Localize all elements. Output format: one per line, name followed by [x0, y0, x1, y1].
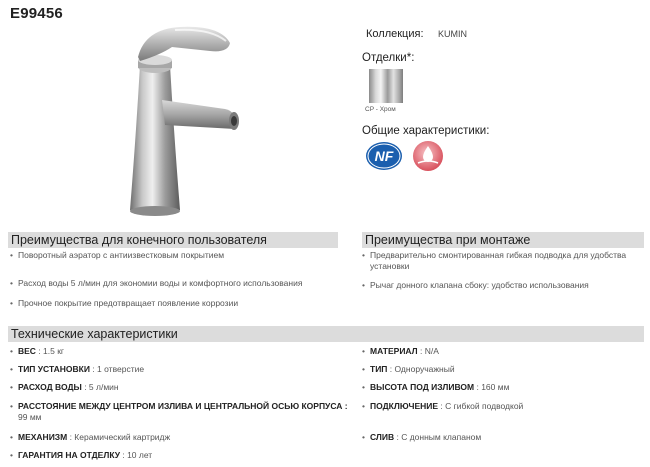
spec-key: ТИП [370, 364, 388, 374]
chrome-finish-swatch[interactable] [369, 69, 403, 103]
product-code: E99456 [10, 5, 63, 22]
spec-weight [10, 346, 350, 357]
collection-label: Коллекция: [366, 28, 424, 40]
general-characteristics-title: Общие характеристики: [362, 125, 490, 137]
install-benefit-item: • Рычаг донного клапана сбоку: удобство использования [362, 280, 647, 291]
faucet-image [100, 25, 280, 225]
spec-value: : 5 л/мин [81, 382, 119, 392]
install-benefits-header: Преимущества при монтаже [362, 232, 644, 248]
install-benefit-item: • Предварительно смонтированная гибкая подводка для удобства установки [362, 250, 647, 272]
spec-value: : С гибкой подводкой [438, 401, 524, 411]
spec-spout-height [362, 382, 647, 393]
eco-water-saving-icon [412, 140, 444, 172]
spec-key: ВЕС [18, 346, 36, 356]
spec-key: МЕХАНИЗМ [18, 432, 68, 442]
spec-key: ВЫСОТА ПОД ИЗЛИВОМ [370, 382, 475, 392]
nf-label: NF [374, 148, 394, 164]
spec-value: : С донным клапаном [394, 432, 482, 442]
spec-key: СЛИВ [370, 432, 395, 442]
collection-value: KUMIN [438, 29, 467, 39]
spec-value: : 1.5 кг [35, 346, 65, 356]
user-benefit-item: • Расход воды 5 л/мин для экономии воды и комфортного использования [10, 278, 340, 289]
spec-value: 99 мм [18, 412, 42, 422]
user-benefit-item: • Поворотный аэратор с антиизвестковым покрытием [10, 250, 340, 261]
spec-value: : Одноручажный [387, 364, 455, 374]
spec-flow-rate [10, 382, 350, 393]
finishes-title: Отделки*: [362, 52, 415, 64]
spec-value: : 1 отверстие [89, 364, 145, 374]
spec-material [362, 346, 647, 357]
spec-key: ГАРАНТИЯ НА ОТДЕЛКУ [18, 450, 120, 460]
spec-key: ТИП УСТАНОВКИ [18, 364, 90, 374]
spec-value: : 10 лет [120, 450, 153, 460]
spec-installation-type [10, 364, 350, 375]
technical-specs-header: Технические характеристики [8, 326, 644, 342]
spec-value: : N/A [417, 346, 439, 356]
spec-value: : Керамический картридж [67, 432, 171, 442]
finish-caption: CP - Хром [365, 106, 396, 113]
spec-connection [362, 401, 647, 412]
user-benefit-item: • Прочное покрытие предотвращает появление коррозии [10, 298, 340, 309]
spec-type [362, 364, 647, 375]
spec-drain [362, 432, 647, 443]
spec-key: РАССТОЯНИЕ МЕЖДУ ЦЕНТРОМ ИЗЛИВА И ЦЕНТРАЛЬНОЙ ОСЬЮ КОРПУСА : [18, 401, 348, 411]
spec-mechanism [10, 432, 350, 443]
spec-key: РАСХОД ВОДЫ [18, 382, 82, 392]
spec-finish-warranty [10, 450, 350, 461]
user-benefits-header: Преимущества для конечного пользователя [8, 232, 338, 248]
spec-value: : 160 мм [474, 382, 510, 392]
spec-spout-distance [10, 401, 350, 423]
spec-key: ПОДКЛЮЧЕНИЕ [370, 401, 439, 411]
nf-certification-icon [365, 141, 403, 171]
collection-row [366, 28, 467, 40]
spec-key: МАТЕРИАЛ [370, 346, 418, 356]
